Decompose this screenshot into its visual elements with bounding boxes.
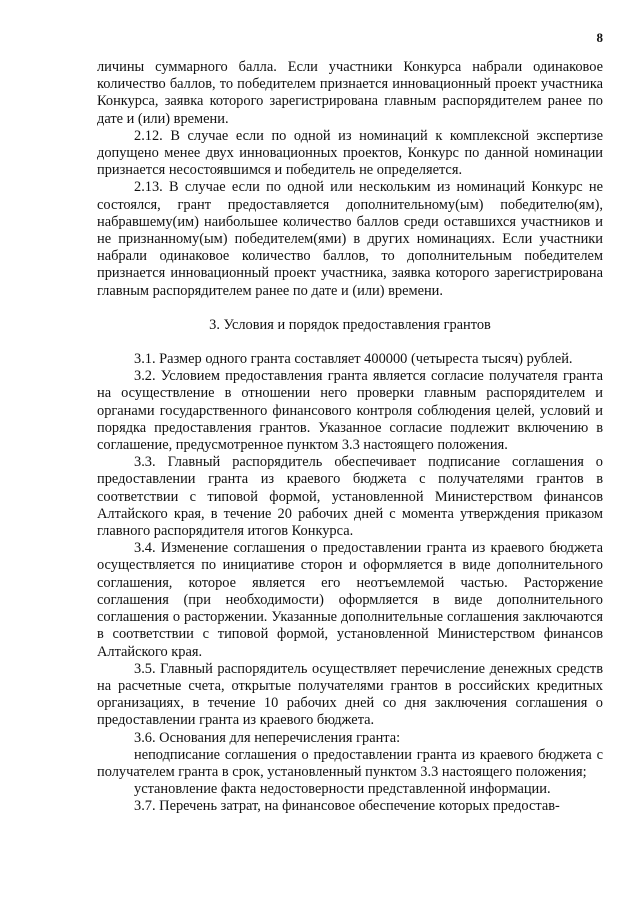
page-number: 8 bbox=[596, 30, 603, 45]
paragraph: 3.6. Основания для неперечисления гранта: bbox=[134, 729, 401, 746]
paragraph: 3.4. Изменение соглашения о предоставлении гранта из краевого бюджета осуществляется по инициативе сторон и оформляется в виде дополнительного соглашения, которое является его неотъемлемой частью. Расторжение соглашения (при необходимости) оформляется в виде дополнительного соглашения о расторжении. Указанные дополнительные соглашения заключаются в соответствии с типовой формой, установленной Министерством финансов Алтайского края. bbox=[97, 540, 603, 660]
paragraph: 3.1. Размер одного гранта составляет 400000 (четыреста тысяч) рублей. bbox=[134, 351, 573, 368]
paragraph: неподписание соглашения о предоставлении гранта из краевого бюджета с получателем гранта в срок, установленный пунктом 3.3 настоящего положения; bbox=[97, 746, 603, 780]
paragraph: 2.13. В случае если по одной или нескольким из номинаций Конкурс не состоялся, грант предоставляется дополнительному(ым) победителю(ям), набравшему(им) наибольшее количество баллов среди оставшихся участников и не признанному(ым) победителем(ями) в других номинациях. Если участники набрали одинаковое количество баллов, то дополнительным победителем признается инновационный проект участника, заявка которого зарегистрирована главным распорядителем ранее по дате и (или) времени. bbox=[97, 179, 603, 299]
section-heading: 3. Условия и порядок предоставления грантов bbox=[209, 316, 491, 333]
paragraph: 2.12. В случае если по одной из номинаций к комплексной экспертизе допущено менее двух инновационных проектов, Конкурс по данной номинации признается несостоявшимся и победитель не определяется. bbox=[97, 127, 603, 179]
paragraph: личины суммарного балла. Если участники Конкурса набрали одинаковое количество баллов, то победителем признается инновационный проект участника Конкурса, заявка которого зарегистрирована главным распорядителем ранее по дате и (или) времени. bbox=[97, 59, 603, 127]
document-body bbox=[97, 59, 603, 816]
paragraph: 3.5. Главный распорядитель осуществляет перечисление денежных средств на расчетные счета, открытые получателями грантов в российских кредитных организациях, в течение 10 рабочих дней со дня заключения соглашения о предоставлении гранта из краевого бюджета. bbox=[97, 660, 603, 729]
paragraph: 3.3. Главный распорядитель обеспечивает подписание соглашения о предоставлении гранта из краевого бюджета с получателями грантов в соответствии с типовой формой, установленной Министерством финансов Алтайского края, в течение 20 рабочих дней с момента утверждения приказом главного распорядителя итогов Конкурса. bbox=[97, 454, 603, 540]
paragraph: 3.7. Перечень затрат, на финансовое обеспечение которых предостав- bbox=[134, 798, 560, 815]
paragraph: 3.2. Условием предоставления гранта является согласие получателя гранта на осуществление в отношении него проверки главным распорядителем и органами государственного финансового контроля соблюдения целей, условий и порядка предоставления грантов. Указанное согласие подлежит включению в соглашение, предусмотренное пунктом 3.3 настоящего положения. bbox=[97, 368, 603, 454]
paragraph: установление факта недостоверности представленной информации. bbox=[134, 781, 551, 798]
